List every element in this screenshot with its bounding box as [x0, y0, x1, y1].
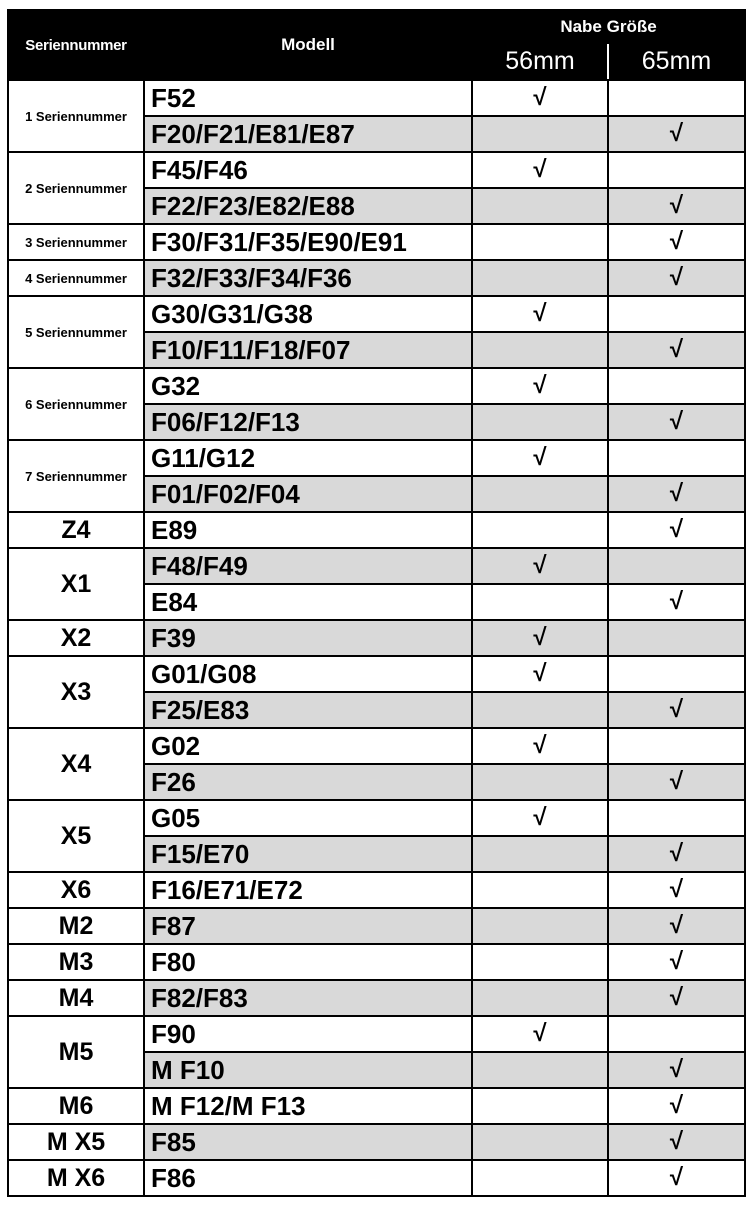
check-65mm-cell	[608, 1016, 745, 1052]
check-65mm-cell: √	[608, 764, 745, 800]
check-56mm-cell	[472, 836, 608, 872]
check-65mm-cell: √	[608, 188, 745, 224]
model-cell: G05	[144, 800, 472, 836]
check-56mm-cell: √	[472, 620, 608, 656]
serie-cell: 7 Seriennummer	[8, 440, 144, 512]
serie-cell: X2	[8, 620, 144, 656]
model-cell: F48/F49	[144, 548, 472, 584]
table-row	[8, 368, 745, 404]
check-65mm-cell: √	[608, 1160, 745, 1196]
serie-cell: M X6	[8, 1160, 144, 1196]
check-65mm-cell	[608, 152, 745, 188]
serie-cell: X1	[8, 548, 144, 620]
model-cell: F10/F11/F18/F07	[144, 332, 472, 368]
check-65mm-cell: √	[608, 1088, 745, 1124]
check-65mm-cell: √	[608, 980, 745, 1016]
model-cell: F26	[144, 764, 472, 800]
table-row	[8, 260, 745, 296]
check-56mm-cell	[472, 224, 608, 260]
serie-cell: 1 Seriennummer	[8, 80, 144, 152]
check-65mm-cell: √	[608, 512, 745, 548]
check-56mm-cell: √	[472, 800, 608, 836]
serie-cell: M X5	[8, 1124, 144, 1160]
model-cell: F15/E70	[144, 836, 472, 872]
check-65mm-cell	[608, 296, 745, 332]
check-56mm-cell	[472, 872, 608, 908]
serie-cell: M4	[8, 980, 144, 1016]
table-row	[8, 548, 745, 584]
check-56mm-cell: √	[472, 656, 608, 692]
check-65mm-cell: √	[608, 1052, 745, 1088]
header-modell: Modell	[144, 10, 472, 80]
model-cell: F86	[144, 1160, 472, 1196]
model-cell: F82/F83	[144, 980, 472, 1016]
check-65mm-cell: √	[608, 584, 745, 620]
model-cell: F06/F12/F13	[144, 404, 472, 440]
check-65mm-cell	[608, 728, 745, 764]
header-row-top	[8, 10, 745, 43]
check-65mm-cell: √	[608, 692, 745, 728]
model-cell: F01/F02/F04	[144, 476, 472, 512]
table-body	[8, 80, 745, 1196]
table-row	[8, 224, 745, 260]
serie-cell: M5	[8, 1016, 144, 1088]
check-65mm-cell: √	[608, 1124, 745, 1160]
check-56mm-cell	[472, 908, 608, 944]
table-row	[8, 656, 745, 692]
serie-cell: M3	[8, 944, 144, 980]
model-cell: G01/G08	[144, 656, 472, 692]
table-row	[8, 800, 745, 836]
check-65mm-cell	[608, 548, 745, 584]
check-56mm-cell	[472, 584, 608, 620]
check-56mm-cell	[472, 476, 608, 512]
check-56mm-cell	[472, 692, 608, 728]
check-65mm-cell: √	[608, 224, 745, 260]
check-65mm-cell: √	[608, 476, 745, 512]
check-56mm-cell	[472, 188, 608, 224]
table-row	[8, 944, 745, 980]
check-65mm-cell	[608, 620, 745, 656]
check-65mm-cell: √	[608, 332, 745, 368]
serie-cell: 5 Seriennummer	[8, 296, 144, 368]
check-56mm-cell: √	[472, 296, 608, 332]
check-56mm-cell	[472, 404, 608, 440]
model-cell: F16/E71/E72	[144, 872, 472, 908]
model-cell: G30/G31/G38	[144, 296, 472, 332]
model-cell: M F10	[144, 1052, 472, 1088]
check-56mm-cell	[472, 260, 608, 296]
serie-cell: 2 Seriennummer	[8, 152, 144, 224]
table-row	[8, 872, 745, 908]
model-cell: F85	[144, 1124, 472, 1160]
check-56mm-cell: √	[472, 368, 608, 404]
model-cell: F25/E83	[144, 692, 472, 728]
table-row	[8, 1160, 745, 1196]
model-cell: F30/F31/F35/E90/E91	[144, 224, 472, 260]
serie-cell: X6	[8, 872, 144, 908]
check-56mm-cell: √	[472, 440, 608, 476]
table-row	[8, 152, 745, 188]
table-row	[8, 80, 745, 116]
serie-cell: X3	[8, 656, 144, 728]
check-65mm-cell: √	[608, 260, 745, 296]
model-cell: F90	[144, 1016, 472, 1052]
check-56mm-cell	[472, 764, 608, 800]
table-row	[8, 1124, 745, 1160]
table-row	[8, 980, 745, 1016]
model-cell: F52	[144, 80, 472, 116]
check-56mm-cell	[472, 980, 608, 1016]
check-65mm-cell	[608, 800, 745, 836]
table-row	[8, 512, 745, 548]
header-size-65mm: 65mm	[608, 43, 745, 80]
check-65mm-cell	[608, 80, 745, 116]
model-cell: F22/F23/E82/E88	[144, 188, 472, 224]
model-cell: E89	[144, 512, 472, 548]
serie-cell: Z4	[8, 512, 144, 548]
header-size-56mm: 56mm	[472, 43, 608, 80]
serie-cell: 4 Seriennummer	[8, 260, 144, 296]
check-65mm-cell: √	[608, 908, 745, 944]
check-56mm-cell: √	[472, 1016, 608, 1052]
model-cell: G32	[144, 368, 472, 404]
model-cell: F87	[144, 908, 472, 944]
header-nabe-groesse: Nabe Größe	[472, 10, 745, 43]
serie-cell: X5	[8, 800, 144, 872]
serie-cell: 6 Seriennummer	[8, 368, 144, 440]
serie-cell: X4	[8, 728, 144, 800]
check-65mm-cell	[608, 368, 745, 404]
model-cell: G02	[144, 728, 472, 764]
check-56mm-cell: √	[472, 728, 608, 764]
table-row	[8, 296, 745, 332]
check-65mm-cell: √	[608, 404, 745, 440]
table-row	[8, 1088, 745, 1124]
check-56mm-cell	[472, 1052, 608, 1088]
check-56mm-cell	[472, 1160, 608, 1196]
model-cell: E84	[144, 584, 472, 620]
model-cell: M F12/M F13	[144, 1088, 472, 1124]
table-row	[8, 908, 745, 944]
serie-cell: M6	[8, 1088, 144, 1124]
table-row	[8, 620, 745, 656]
check-56mm-cell: √	[472, 548, 608, 584]
check-56mm-cell	[472, 116, 608, 152]
check-56mm-cell	[472, 512, 608, 548]
table-row	[8, 728, 745, 764]
serie-cell: 3 Seriennummer	[8, 224, 144, 260]
check-56mm-cell	[472, 944, 608, 980]
header-seriennummer: Seriennummer	[8, 10, 144, 80]
model-cell: G11/G12	[144, 440, 472, 476]
serie-cell: M2	[8, 908, 144, 944]
check-65mm-cell: √	[608, 872, 745, 908]
check-56mm-cell: √	[472, 152, 608, 188]
model-cell: F80	[144, 944, 472, 980]
table-row	[8, 1016, 745, 1052]
table-row	[8, 440, 745, 476]
check-56mm-cell	[472, 332, 608, 368]
model-cell: F39	[144, 620, 472, 656]
check-56mm-cell: √	[472, 80, 608, 116]
check-56mm-cell	[472, 1088, 608, 1124]
hub-size-table	[7, 9, 746, 1197]
model-cell: F45/F46	[144, 152, 472, 188]
check-65mm-cell	[608, 656, 745, 692]
model-cell: F32/F33/F34/F36	[144, 260, 472, 296]
check-56mm-cell	[472, 1124, 608, 1160]
check-65mm-cell: √	[608, 116, 745, 152]
check-65mm-cell: √	[608, 836, 745, 872]
table-header	[8, 10, 745, 80]
model-cell: F20/F21/E81/E87	[144, 116, 472, 152]
check-65mm-cell: √	[608, 944, 745, 980]
check-65mm-cell	[608, 440, 745, 476]
